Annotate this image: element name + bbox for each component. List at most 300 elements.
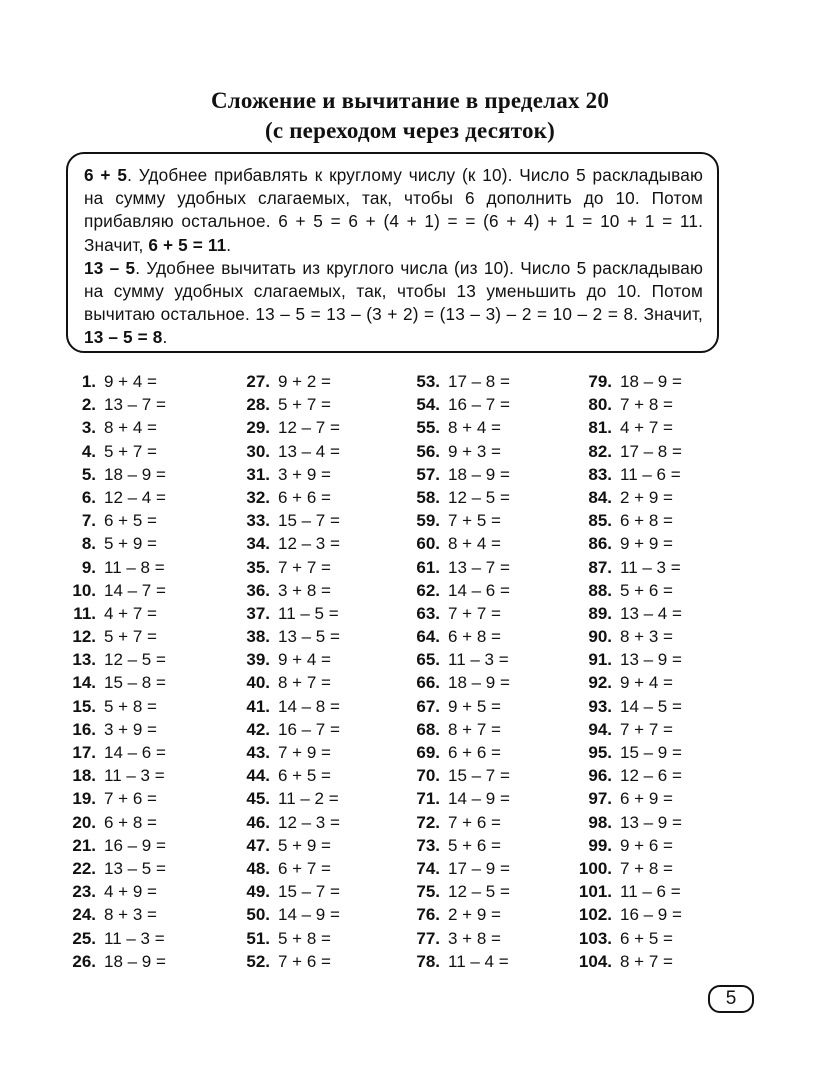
exercise-row <box>572 695 742 718</box>
exercise-row <box>404 579 574 602</box>
exercise-row <box>234 370 404 393</box>
exercise-number: 15. <box>72 696 96 716</box>
exercise-number: 20. <box>72 812 96 832</box>
rule-subtraction-text: . Удобнее вычитать из круглого числа (из 10). Число 5 раскладываю на сумму удобных слагаемых, так, чтобы 13 уменьшить до 10. Потом вычитаю остальное. 13 – 5 = 13 – (3 + 2) = (13 – 3) – 2 = 10 – 2 = 8. Значит, <box>84 257 703 325</box>
exercise-row <box>234 509 404 532</box>
exercise-number: 57. <box>416 464 440 484</box>
exercise-expression: 7 + 6 = <box>448 812 501 832</box>
exercise-number: 26. <box>72 951 96 971</box>
exercise-row <box>64 416 234 439</box>
exercise-number: 24. <box>72 905 96 925</box>
exercise-row <box>404 834 574 857</box>
exercise-row <box>572 811 742 834</box>
exercise-number: 94. <box>588 719 612 739</box>
exercise-expression: 17 – 8 = <box>620 441 682 461</box>
exercise-number: 50. <box>246 905 270 925</box>
exercise-row <box>572 370 742 393</box>
exercise-number: 45. <box>246 789 270 809</box>
exercise-number: 78. <box>416 951 440 971</box>
rule-addition-result: 6 + 5 = 11 <box>148 234 227 255</box>
exercise-row <box>234 857 404 880</box>
exercise-number: 74. <box>416 858 440 878</box>
rule-subtraction-head: 13 – 5 <box>84 257 136 278</box>
exercise-row <box>572 718 742 741</box>
rule-addition-text: . Удобнее прибавлять к круглому числу (к 10). Число 5 раскладываю на сумму удобных слагаемых, так, чтобы 6 дополнить до 10. Потом прибавляю остальное. 6 + 5 = 6 + (4 + 1) = = (6 + 4) + 1 = 10 + 1 = 11. Значит, <box>84 165 703 255</box>
exercise-expression: 8 + 4 = <box>104 418 157 438</box>
exercise-expression: 11 – 2 = <box>278 789 339 809</box>
exercise-row <box>572 440 742 463</box>
exercise-row <box>64 393 234 416</box>
exercise-expression: 6 + 6 = <box>278 487 331 507</box>
exercise-number: 23. <box>72 882 96 902</box>
exercise-row <box>572 741 742 764</box>
exercise-number: 71. <box>416 789 440 809</box>
exercise-expression: 18 – 9 = <box>620 372 682 391</box>
exercise-expression: 14 – 9 = <box>278 905 340 925</box>
exercise-expression: 5 + 7 = <box>104 441 157 461</box>
exercise-number: 22. <box>72 858 96 878</box>
exercise-expression: 5 + 7 = <box>278 395 331 415</box>
exercise-number: 28. <box>246 395 270 415</box>
exercise-expression: 5 + 6 = <box>448 835 501 855</box>
exercise-expression: 14 – 6 = <box>104 743 166 762</box>
rule-addition-end: . <box>226 234 232 255</box>
exercise-number: 83. <box>588 464 612 484</box>
exercise-row <box>234 532 404 555</box>
exercise-expression: 13 – 4 = <box>278 441 340 461</box>
exercise-number: 76. <box>416 905 440 925</box>
exercise-expression: 5 + 6 = <box>620 580 673 600</box>
exercise-row <box>404 532 574 555</box>
exercise-expression: 12 – 5 = <box>104 650 166 670</box>
rule-addition-head: 6 + 5 <box>84 165 128 185</box>
exercise-expression: 16 – 7 = <box>278 719 340 739</box>
exercise-row <box>64 950 234 973</box>
exercise-row <box>572 787 742 810</box>
exercise-row <box>404 486 574 509</box>
exercise-row <box>64 880 234 903</box>
exercise-row <box>572 671 742 694</box>
exercise-expression: 12 – 5 = <box>448 882 510 902</box>
exercise-expression: 13 – 9 = <box>620 812 682 832</box>
exercise-expression: 8 + 3 = <box>620 627 673 647</box>
exercise-expression: 15 – 7 = <box>448 766 510 786</box>
exercise-expression: 6 + 9 = <box>620 789 673 809</box>
exercise-expression: 13 – 5 = <box>278 627 340 647</box>
exercise-expression: 14 – 9 = <box>448 789 510 809</box>
exercise-expression: 15 – 8 = <box>104 673 166 693</box>
exercise-row <box>404 463 574 486</box>
exercise-row <box>572 416 742 439</box>
exercise-expression: 11 – 4 = <box>448 951 509 971</box>
exercise-expression: 6 + 8 = <box>104 812 157 832</box>
exercise-expression: 8 + 3 = <box>104 905 157 925</box>
exercise-expression: 15 – 9 = <box>620 743 682 762</box>
exercise-row <box>572 625 742 648</box>
exercise-row <box>572 648 742 671</box>
exercise-row <box>234 695 404 718</box>
exercise-row <box>404 370 574 393</box>
exercise-number: 1. <box>81 372 96 391</box>
exercise-row <box>234 834 404 857</box>
exercise-expression: 9 + 4 = <box>104 372 157 391</box>
exercise-number: 82. <box>588 441 612 461</box>
exercise-number: 70. <box>416 766 440 786</box>
exercise-row <box>64 370 234 393</box>
exercise-number: 6. <box>81 487 96 507</box>
exercise-number: 103. <box>578 928 612 948</box>
exercise-expression: 9 + 3 = <box>448 441 501 461</box>
exercise-number: 19. <box>72 789 96 809</box>
exercise-number: 98. <box>588 812 612 832</box>
exercise-number: 2. <box>81 395 96 415</box>
exercise-row <box>64 764 234 787</box>
exercise-row <box>234 718 404 741</box>
exercise-row <box>572 903 742 926</box>
title-line-2: (с переходом через десяток) <box>265 118 555 143</box>
exercise-expression: 5 + 8 = <box>104 696 157 716</box>
exercise-expression: 8 + 4 = <box>448 534 501 554</box>
exercise-row <box>572 834 742 857</box>
exercise-expression: 6 + 6 = <box>448 743 501 762</box>
exercise-number: 69. <box>416 743 440 762</box>
exercise-row <box>404 671 574 694</box>
exercise-number: 53. <box>416 372 440 391</box>
exercise-expression: 7 + 9 = <box>278 743 331 762</box>
exercise-number: 51. <box>246 928 270 948</box>
exercise-row <box>572 393 742 416</box>
exercise-number: 65. <box>416 650 440 670</box>
exercise-number: 67. <box>416 696 440 716</box>
exercise-expression: 9 + 5 = <box>448 696 501 716</box>
exercise-expression: 11 – 3 = <box>104 766 165 786</box>
exercise-expression: 11 – 3 = <box>448 650 509 670</box>
exercise-row <box>234 416 404 439</box>
exercise-row <box>572 880 742 903</box>
exercise-number: 32. <box>246 487 270 507</box>
exercise-row <box>234 625 404 648</box>
exercise-row <box>404 695 574 718</box>
exercise-number: 84. <box>588 487 612 507</box>
exercise-number: 17. <box>72 743 96 762</box>
exercise-row <box>64 625 234 648</box>
exercise-expression: 9 + 6 = <box>620 835 673 855</box>
exercise-number: 41. <box>246 696 270 716</box>
exercise-row <box>404 718 574 741</box>
exercise-row <box>64 903 234 926</box>
exercise-row <box>404 556 574 579</box>
exercise-number: 8. <box>81 534 96 554</box>
exercise-expression: 17 – 9 = <box>448 858 510 878</box>
exercise-expression: 9 + 4 = <box>620 673 673 693</box>
exercise-column-4 <box>572 370 742 973</box>
exercise-row <box>572 532 742 555</box>
exercise-row <box>234 903 404 926</box>
exercise-number: 80. <box>588 395 612 415</box>
exercise-row <box>64 602 234 625</box>
exercise-row <box>404 648 574 671</box>
exercise-row <box>234 486 404 509</box>
exercise-row <box>64 718 234 741</box>
exercise-expression: 5 + 8 = <box>278 928 331 948</box>
exercise-row <box>404 903 574 926</box>
exercise-number: 12. <box>72 627 96 647</box>
exercise-row <box>64 927 234 950</box>
exercise-number: 86. <box>588 534 612 554</box>
exercise-number: 4. <box>81 441 96 461</box>
exercise-expression: 4 + 7 = <box>620 418 673 438</box>
exercise-expression: 12 – 7 = <box>278 418 340 438</box>
exercise-number: 93. <box>588 696 612 716</box>
exercise-row <box>404 625 574 648</box>
exercise-expression: 11 – 3 = <box>620 557 681 577</box>
exercise-number: 54. <box>416 395 440 415</box>
exercise-number: 72. <box>416 812 440 832</box>
exercise-number: 31. <box>246 464 270 484</box>
exercise-row <box>404 787 574 810</box>
title-line-1: Сложение и вычитание в пределах 20 <box>210 88 610 113</box>
exercise-expression: 3 + 9 = <box>104 719 157 739</box>
exercise-number: 104. <box>578 951 612 971</box>
exercise-expression: 13 – 5 = <box>104 858 166 878</box>
exercise-number: 34. <box>246 534 270 554</box>
exercise-row <box>572 463 742 486</box>
exercise-row <box>234 579 404 602</box>
exercise-number: 79. <box>588 372 612 391</box>
exercise-expression: 12 – 5 = <box>448 487 510 507</box>
exercise-row <box>572 857 742 880</box>
exercise-number: 99. <box>588 835 612 855</box>
exercise-row <box>404 602 574 625</box>
exercise-number: 25. <box>72 928 96 948</box>
exercise-row <box>234 463 404 486</box>
exercise-number: 59. <box>416 511 440 531</box>
exercise-expression: 6 + 5 = <box>104 511 157 531</box>
rule-subtraction <box>84 257 703 350</box>
exercise-number: 61. <box>416 557 440 577</box>
exercise-row <box>572 509 742 532</box>
exercise-expression: 8 + 7 = <box>448 719 501 739</box>
exercise-row <box>234 440 404 463</box>
exercise-row <box>404 950 574 973</box>
exercise-expression: 16 – 7 = <box>448 395 510 415</box>
exercise-row <box>572 950 742 973</box>
exercise-expression: 3 + 9 = <box>278 464 331 484</box>
exercise-expression: 8 + 7 = <box>278 673 331 693</box>
exercise-row <box>572 556 742 579</box>
exercise-number: 55. <box>416 418 440 438</box>
exercise-expression: 18 – 9 = <box>448 464 510 484</box>
exercise-number: 56. <box>416 441 440 461</box>
exercise-number: 7. <box>81 511 96 531</box>
exercise-number: 43. <box>246 743 270 762</box>
exercise-expression: 18 – 9 = <box>104 464 166 484</box>
exercise-row <box>234 927 404 950</box>
exercise-row <box>234 648 404 671</box>
exercise-expression: 11 – 3 = <box>104 928 165 948</box>
exercise-row <box>234 393 404 416</box>
exercise-row <box>234 602 404 625</box>
exercise-expression: 8 + 7 = <box>620 951 673 971</box>
exercise-expression: 7 + 7 = <box>620 719 673 739</box>
exercise-expression: 14 – 5 = <box>620 696 682 716</box>
exercise-expression: 18 – 9 = <box>448 673 510 693</box>
exercise-expression: 17 – 8 = <box>448 372 510 391</box>
exercise-row <box>64 741 234 764</box>
exercise-row <box>404 927 574 950</box>
exercise-number: 91. <box>588 650 612 670</box>
exercise-row <box>572 579 742 602</box>
exercise-row <box>234 950 404 973</box>
exercise-expression: 11 – 5 = <box>278 603 339 623</box>
exercise-row <box>64 440 234 463</box>
exercise-expression: 16 – 9 = <box>620 905 682 925</box>
exercise-expression: 13 – 4 = <box>620 603 682 623</box>
exercise-number: 11. <box>73 603 96 623</box>
exercise-number: 13. <box>72 650 96 670</box>
exercise-number: 90. <box>588 627 612 647</box>
exercise-number: 46. <box>246 812 270 832</box>
exercise-row <box>572 927 742 950</box>
exercise-expression: 3 + 8 = <box>278 580 331 600</box>
exercise-expression: 6 + 8 = <box>448 627 501 647</box>
exercise-expression: 2 + 9 = <box>620 487 673 507</box>
exercise-column-3 <box>404 370 574 973</box>
exercise-number: 14. <box>72 673 96 693</box>
exercise-expression: 15 – 7 = <box>278 882 340 902</box>
exercise-row <box>64 532 234 555</box>
exercise-number: 40. <box>246 673 270 693</box>
exercise-expression: 7 + 7 = <box>278 557 331 577</box>
exercise-row <box>64 834 234 857</box>
exercise-expression: 13 – 7 = <box>448 557 510 577</box>
exercise-row <box>64 811 234 834</box>
exercise-row <box>64 509 234 532</box>
exercise-number: 96. <box>588 766 612 786</box>
exercise-expression: 7 + 6 = <box>278 951 331 971</box>
rule-box <box>66 152 719 353</box>
exercise-number: 85. <box>588 511 612 531</box>
exercise-expression: 14 – 8 = <box>278 696 340 716</box>
exercise-number: 30. <box>246 441 270 461</box>
exercise-column-2 <box>234 370 404 973</box>
exercise-row <box>234 880 404 903</box>
exercise-row <box>234 811 404 834</box>
exercise-expression: 14 – 6 = <box>448 580 510 600</box>
exercise-number: 48. <box>246 858 270 878</box>
exercise-expression: 9 + 9 = <box>620 534 673 554</box>
exercise-number: 89. <box>588 603 612 623</box>
exercise-row <box>234 741 404 764</box>
exercise-expression: 5 + 9 = <box>104 534 157 554</box>
exercise-number: 33. <box>246 511 270 531</box>
exercise-number: 68. <box>416 719 440 739</box>
exercise-row <box>64 556 234 579</box>
exercise-expression: 14 – 7 = <box>104 580 166 600</box>
exercise-number: 52. <box>246 951 270 971</box>
exercise-row <box>234 556 404 579</box>
exercise-expression: 6 + 5 = <box>278 766 331 786</box>
exercise-expression: 4 + 7 = <box>104 603 157 623</box>
exercise-number: 38. <box>246 627 270 647</box>
exercise-expression: 4 + 9 = <box>104 882 157 902</box>
exercise-expression: 12 – 3 = <box>278 812 340 832</box>
exercise-expression: 13 – 9 = <box>620 650 682 670</box>
exercise-number: 62. <box>416 580 440 600</box>
exercise-row <box>404 764 574 787</box>
rule-subtraction-result: 13 – 5 = 8 <box>84 327 163 348</box>
exercise-number: 18. <box>72 766 96 786</box>
exercise-number: 9. <box>81 557 96 577</box>
exercise-expression: 6 + 5 = <box>620 928 673 948</box>
exercise-row <box>404 811 574 834</box>
exercise-row <box>404 393 574 416</box>
exercise-row <box>404 416 574 439</box>
exercise-number: 101. <box>578 882 612 902</box>
exercise-number: 44. <box>246 766 270 786</box>
exercise-number: 42. <box>246 719 270 739</box>
exercise-row <box>64 671 234 694</box>
exercise-number: 63. <box>416 603 440 623</box>
exercise-row <box>64 648 234 671</box>
exercise-expression: 11 – 6 = <box>620 464 681 484</box>
exercise-number: 97. <box>588 789 612 809</box>
exercise-expression: 5 + 9 = <box>278 835 331 855</box>
exercise-expression: 7 + 8 = <box>620 395 673 415</box>
exercise-row <box>572 764 742 787</box>
exercise-number: 64. <box>416 627 440 647</box>
rule-subtraction-end: . <box>162 327 168 348</box>
exercise-expression: 12 – 4 = <box>104 487 166 507</box>
exercise-row <box>404 857 574 880</box>
exercise-expression: 7 + 6 = <box>104 789 157 809</box>
exercise-row <box>64 787 234 810</box>
exercise-expression: 12 – 6 = <box>620 766 682 786</box>
exercise-expression: 6 + 7 = <box>278 858 331 878</box>
exercise-row <box>234 764 404 787</box>
exercise-expression: 3 + 8 = <box>448 928 501 948</box>
exercise-expression: 8 + 4 = <box>448 418 501 438</box>
exercise-number: 36. <box>246 580 270 600</box>
exercise-row <box>404 880 574 903</box>
exercise-number: 3. <box>81 418 96 438</box>
exercise-expression: 9 + 2 = <box>278 372 331 391</box>
exercise-number: 47. <box>246 835 270 855</box>
exercise-number: 95. <box>588 743 612 762</box>
exercise-expression: 7 + 5 = <box>448 511 501 531</box>
exercise-row <box>572 486 742 509</box>
exercise-expression: 7 + 8 = <box>620 858 673 878</box>
exercise-expression: 11 – 6 = <box>620 882 681 902</box>
exercise-number: 75. <box>416 882 440 902</box>
exercise-expression: 2 + 9 = <box>448 905 501 925</box>
exercise-expression: 16 – 9 = <box>104 835 166 855</box>
exercise-expression: 12 – 3 = <box>278 534 340 554</box>
rule-addition <box>84 164 703 257</box>
exercise-number: 21. <box>72 835 96 855</box>
exercise-row <box>234 671 404 694</box>
exercise-number: 27. <box>246 372 270 391</box>
exercise-row <box>64 579 234 602</box>
exercise-expression: 5 + 7 = <box>104 627 157 647</box>
exercise-number: 58. <box>416 487 440 507</box>
exercise-expression: 6 + 8 = <box>620 511 673 531</box>
exercise-number: 49. <box>246 882 270 902</box>
exercise-number: 60. <box>416 534 440 554</box>
exercise-column-1 <box>64 370 234 973</box>
exercise-number: 88. <box>588 580 612 600</box>
exercise-expression: 15 – 7 = <box>278 511 340 531</box>
